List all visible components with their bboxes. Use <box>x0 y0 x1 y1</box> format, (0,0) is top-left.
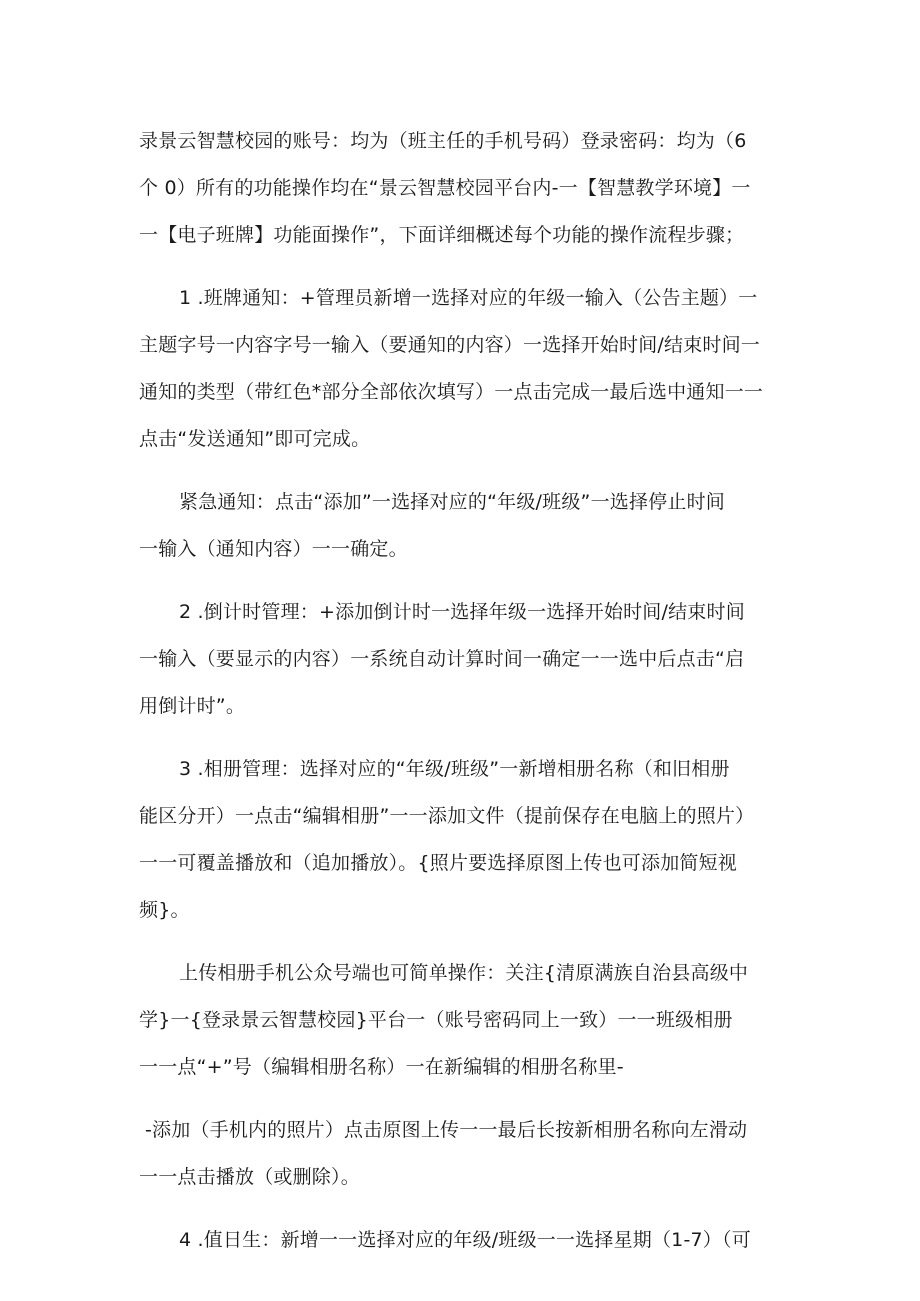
text-line: 一一点击播放（或删除）。 <box>139 1166 360 1188</box>
paragraph-gap <box>139 463 799 479</box>
text-line: 紧急通知：点击“添加”一选择对应的“年级/班级”一选择停止时间 <box>179 491 725 513</box>
paragraph <box>139 950 799 1091</box>
text-line: 4 .值日生：新增一一选择对应的年级/班级一一选择星期（1-7）（可 <box>179 1229 751 1251</box>
paragraph <box>139 1107 799 1201</box>
text-line: 上传相册手机公众号端也可简单操作：关注{清原满族自治县高级中 <box>179 962 749 984</box>
paragraph-gap <box>139 1201 799 1217</box>
paragraph <box>139 1217 799 1264</box>
text-line: 1 .班牌通知：+管理员新增一选择对应的年级一输入（公告主题）一 <box>179 287 758 309</box>
paragraph-gap <box>139 730 799 746</box>
text-line: 录景云智慧校园的账号：均为（班主任的手机号码）登录密码：均为（6 <box>139 130 747 152</box>
paragraph <box>139 589 799 730</box>
paragraph <box>139 746 799 934</box>
paragraph <box>139 118 799 259</box>
text-line: 3 .相册管理：选择对应的“年级/班级”一新增相册名称（和旧相册 <box>179 758 730 780</box>
text-line: -添加（手机内的照片）点击原图上传一一最后长按新相册名称向左滑动 <box>145 1119 748 1141</box>
paragraph <box>139 479 799 573</box>
text-line: 点击“发送通知”即可完成。 <box>139 428 371 450</box>
paragraph <box>139 275 799 463</box>
paragraph-gap <box>139 934 799 950</box>
text-line: 一一点“+”号（编辑相册名称）一在新编辑的相册名称里- <box>139 1056 624 1078</box>
text-line: 个 0）所有的功能操作均在“景云智慧校园平台内-一【智慧教学环境】一 <box>139 177 751 199</box>
paragraph-gap <box>139 573 799 589</box>
document-body <box>139 118 799 1264</box>
paragraph-gap <box>139 259 799 275</box>
paragraph-gap <box>139 1091 799 1107</box>
text-line: 主题字号一内容字号一输入（要通知的内容）一选择开始时间/结束时间一 <box>139 334 761 356</box>
text-line: 一一可覆盖播放和（追加播放）。{照片要选择原图上传也可添加简短视 <box>139 852 737 874</box>
text-line: 通知的类型（带红色*部分全部依次填写）一点击完成一最后选中通知一一 <box>139 381 764 403</box>
text-line: 一输入（要显示的内容）一系统自动计算时间一确定一一选中后点击“启 <box>139 648 745 670</box>
text-line: 一【电子班牌】功能面操作”，下面详细概述每个功能的操作流程步骤； <box>139 224 745 246</box>
text-line: 频}。 <box>139 899 190 921</box>
text-line: 2 .倒计时管理：+添加倒计时一选择年级一选择开始时间/结束时间 <box>179 601 745 623</box>
text-line: 能区分开）一点击“编辑相册”一一添加文件（提前保存在电脑上的照片） <box>139 805 755 827</box>
text-line: 一输入（通知内容）一一确定。 <box>139 538 408 560</box>
text-line: 用倒计时”。 <box>139 695 246 717</box>
text-line: 学}一{登录景云智慧校园}平台一（账号密码同上一致）一一班级相册 <box>139 1009 733 1031</box>
